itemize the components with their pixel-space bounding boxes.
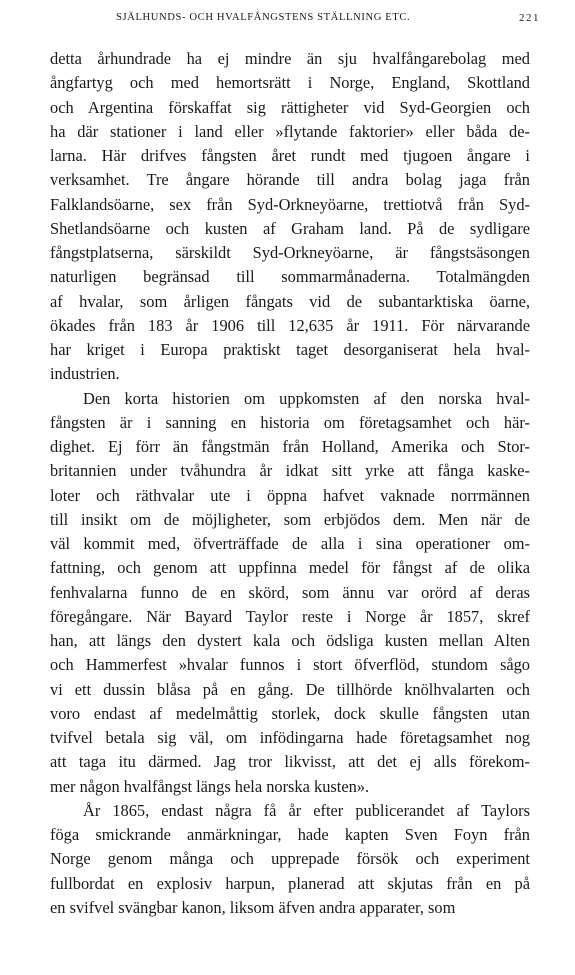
text-line: mer någon hvalfångst längs hela norska kusten». [50, 776, 370, 796]
paragraph [50, 387, 530, 799]
text-line: ökades från 183 år 1906 till 12,635 år 1911. För närvarande [50, 315, 530, 335]
text-line: fångsten är i sanning en historia om företagsamhet och här- [50, 412, 530, 432]
text-line: fångstplatserna, särskildt Syd-Orkneyöarne, är fångstsäsongen [50, 243, 530, 262]
text-line: väl kommit med, öfverträffade de alla i sina operationer om- [50, 534, 530, 553]
text-line: År 1865, endast några få år efter publicerandet af Taylors [83, 800, 530, 820]
text-line: dighet. Ej förr än fångstmän från Holland, Amerika och Stor- [50, 437, 530, 456]
text-line: och Hammerfest »hvalar funnos i stort öfverflöd, stundom sågo [50, 655, 530, 675]
text-line: föga smickrande anmärkningar, hade kapten Sven Foyn från [50, 825, 530, 844]
running-head [50, 8, 540, 28]
text-line: har kriget i Europa praktiskt taget desorganiserat hela hval- [50, 340, 530, 359]
text-line: Den korta historien om uppkomsten af den norska hval- [83, 388, 530, 408]
text-line: vi ett dussin blåsa på en gång. De tillhörde knölhvalarten och [50, 679, 530, 699]
running-title: SJÄLHUNDS- OCH HVALFÅNGSTENS STÄLLNING ETC. [116, 12, 411, 23]
text-line: Falklandsöarne, sex från Syd-Orkneyöarne, trettiotvå från Syd- [50, 194, 530, 214]
text-line: fenhvalarna funno de en skörd, som ännu var orörd af deras [50, 582, 530, 602]
text-line: fattning, och genom att uppfinna medel för fångst af de olika [50, 558, 530, 578]
body-text [50, 47, 530, 920]
text-line: ångfartyg och med hemortsrätt i Norge, England, Skottland [50, 73, 530, 93]
text-line: och Argentina förskaffat sig rättigheter vid Syd-Georgien och [50, 97, 530, 117]
page-number: 221 [519, 12, 540, 24]
text-line: britannien under tvåhundra år idkat sitt yrke att fånga kaske- [50, 461, 530, 481]
text-line: loter och räthvalar ute i öppna hafvet vaknade norrmännen [50, 485, 530, 505]
text-line: Norge genom många och upprepade försök och experiment [50, 849, 530, 869]
text-line: fullbordat en explosiv harpun, planerad att skjutas från en på [50, 873, 530, 893]
paragraph [50, 47, 530, 387]
text-line: industrien. [50, 364, 120, 384]
text-line: en svifvel svängbar kanon, liksom äfven andra apparater, som [50, 897, 456, 917]
text-line: ha där stationer i land eller »flytande faktorier» eller båda de- [50, 121, 530, 141]
text-line: Shetlandsöarne och kusten af Graham land. På de sydligare [50, 218, 530, 238]
text-line: till insikt om de möjligheter, som erbjödos dem. Men när de [50, 509, 530, 529]
text-line: naturligen begränsad till sommarmånaderna. Totalmängden [50, 267, 530, 287]
text-line: larna. Här drifves fångsten året rundt med tjugoen ångare i [50, 146, 530, 165]
text-line: att taga itu därmed. Jag tror likvisst, att det ej alls förekom- [50, 752, 530, 772]
text-line: voro endast af medelmåttig storlek, dock skulle fångsten utan [50, 703, 530, 723]
text-line: af hvalar, som årligen fångats vid de subantarktiska öarne, [50, 291, 530, 311]
text-line: detta århundrade ha ej mindre än sju hvalfångarebolag med [50, 49, 530, 68]
paragraph [50, 799, 530, 920]
text-line: verksamhet. Tre ångare hörande till andra bolag jaga från [50, 170, 530, 190]
text-line: föregångare. När Bayard Taylor reste i Norge år 1857, skref [50, 606, 530, 626]
text-line: han, att längs den dystert kala och ödsliga kusten mellan Alten [50, 631, 530, 650]
text-line: tvifvel betala sig väl, om infödingarna hade företagsamhet nog [50, 728, 530, 747]
